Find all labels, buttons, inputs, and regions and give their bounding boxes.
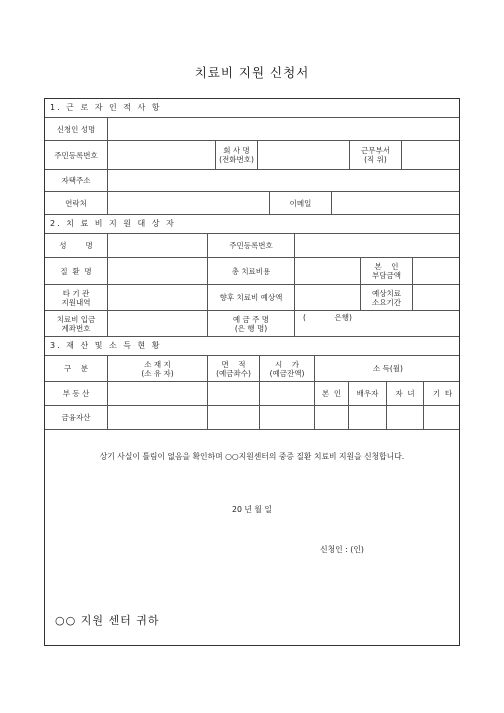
company-field[interactable] [258,141,350,169]
resident-id-field[interactable] [108,141,216,169]
patient-resident-id-label: 주민등록번호 [208,234,295,257]
total-cost-field[interactable] [295,258,361,284]
applicant-signature-line: 신청인 : (인) [320,545,364,554]
account-field[interactable] [108,311,208,336]
expected-period-field[interactable] [413,285,461,310]
other-support-row [45,285,459,311]
date-line: 20 년 월 일 [232,505,272,514]
income-children-label: 자 녀 [387,382,424,405]
declaration-statement: 상기 사실이 틀림이 없음을 확인하며 ○○지원센터의 중증 질환 치료비 지원을 신청합니다. [99,452,405,461]
section3-heading: 3. 재 산 및 소 득 현 황 [45,337,459,356]
disease-field[interactable] [108,258,208,284]
category-header: 구 분 [45,356,108,381]
area-header: 면 적 (예금좌수) [208,356,260,381]
depositor-label: 예 금 주 명 (은 행 명) [208,311,295,336]
income-self-label: 본 인 [315,382,349,405]
patient-name-label: 성 명 [45,234,108,257]
income-spouse-label: 배우자 [349,382,387,405]
market-value-header: 시 가 (예금잔액) [260,356,315,381]
applicant-name-field[interactable] [108,118,461,140]
applicant-name-label: 신청인 성명 [45,118,108,140]
email-label: 이메일 [270,192,332,214]
contact-row [45,192,459,215]
application-form [44,98,460,646]
contact-label: 연락처 [45,192,108,214]
other-support-field[interactable] [108,285,208,310]
patient-name-field[interactable] [108,234,208,257]
income-other-field[interactable] [424,406,461,429]
assets-header-row [45,356,459,382]
disease-label: 질 환 명 [45,258,108,284]
account-label: 치료비 입금 계좌번호 [45,311,108,336]
account-row [45,311,459,337]
income-children-field[interactable] [387,406,424,429]
resident-id-label: 주민등록번호 [45,141,108,169]
real-estate-location-field[interactable] [108,382,208,405]
financial-balance-field[interactable] [260,406,315,429]
income-spouse-field[interactable] [349,406,387,429]
real-estate-row [45,382,459,406]
email-field[interactable] [332,192,461,214]
patient-name-row [45,234,459,258]
address-label: 자택주소 [45,170,108,191]
other-support-label: 타 기 관 지원내역 [45,285,108,310]
contact-field[interactable] [108,192,270,214]
income-self-field[interactable] [315,406,349,429]
self-pay-field[interactable] [413,258,461,284]
income-other-label: 기 타 [432,389,453,398]
addressee: ○○ 지원 센터 귀하 [55,614,160,627]
financial-count-field[interactable] [208,406,260,429]
department-field[interactable] [402,141,461,169]
expected-cost-label: 향후 치료비 예상액 [208,285,295,310]
section2-heading: 2. 치 료 비 지 원 대 상 자 [45,215,459,234]
expected-period-label: 예상치료 소요기간 [361,285,413,310]
self-pay-label: 본 인 부담금액 [361,258,413,284]
company-label: 회 사 명 (전화번호) [216,141,258,169]
bank-field[interactable]: ( 은행) [303,313,352,322]
address-field[interactable] [108,170,461,191]
financial-location-field[interactable] [108,406,208,429]
location-header: 소 재 지 (소 유 자) [108,356,208,381]
form-title: 치료비 지원 신청서 [194,65,310,80]
department-label: 근무부서 (직 위) [350,141,402,169]
real-estate-area-field[interactable] [208,382,260,405]
real-estate-label: 부 동 산 [45,382,108,405]
resident-id-row [45,141,459,170]
patient-resident-id-field[interactable] [295,234,461,257]
real-estate-value-field[interactable] [260,382,315,405]
address-row [45,170,459,192]
income-header: 소 득(월) [373,364,403,373]
financial-assets-row [45,406,459,430]
applicant-name-row [45,118,459,141]
section1-heading: 1. 근 로 자 인 적 사 항 [45,99,459,118]
expected-cost-field[interactable] [295,285,361,310]
disease-row [45,258,459,285]
total-cost-label: 총 치료비용 [208,258,295,284]
financial-assets-label: 금융자산 [45,406,108,429]
